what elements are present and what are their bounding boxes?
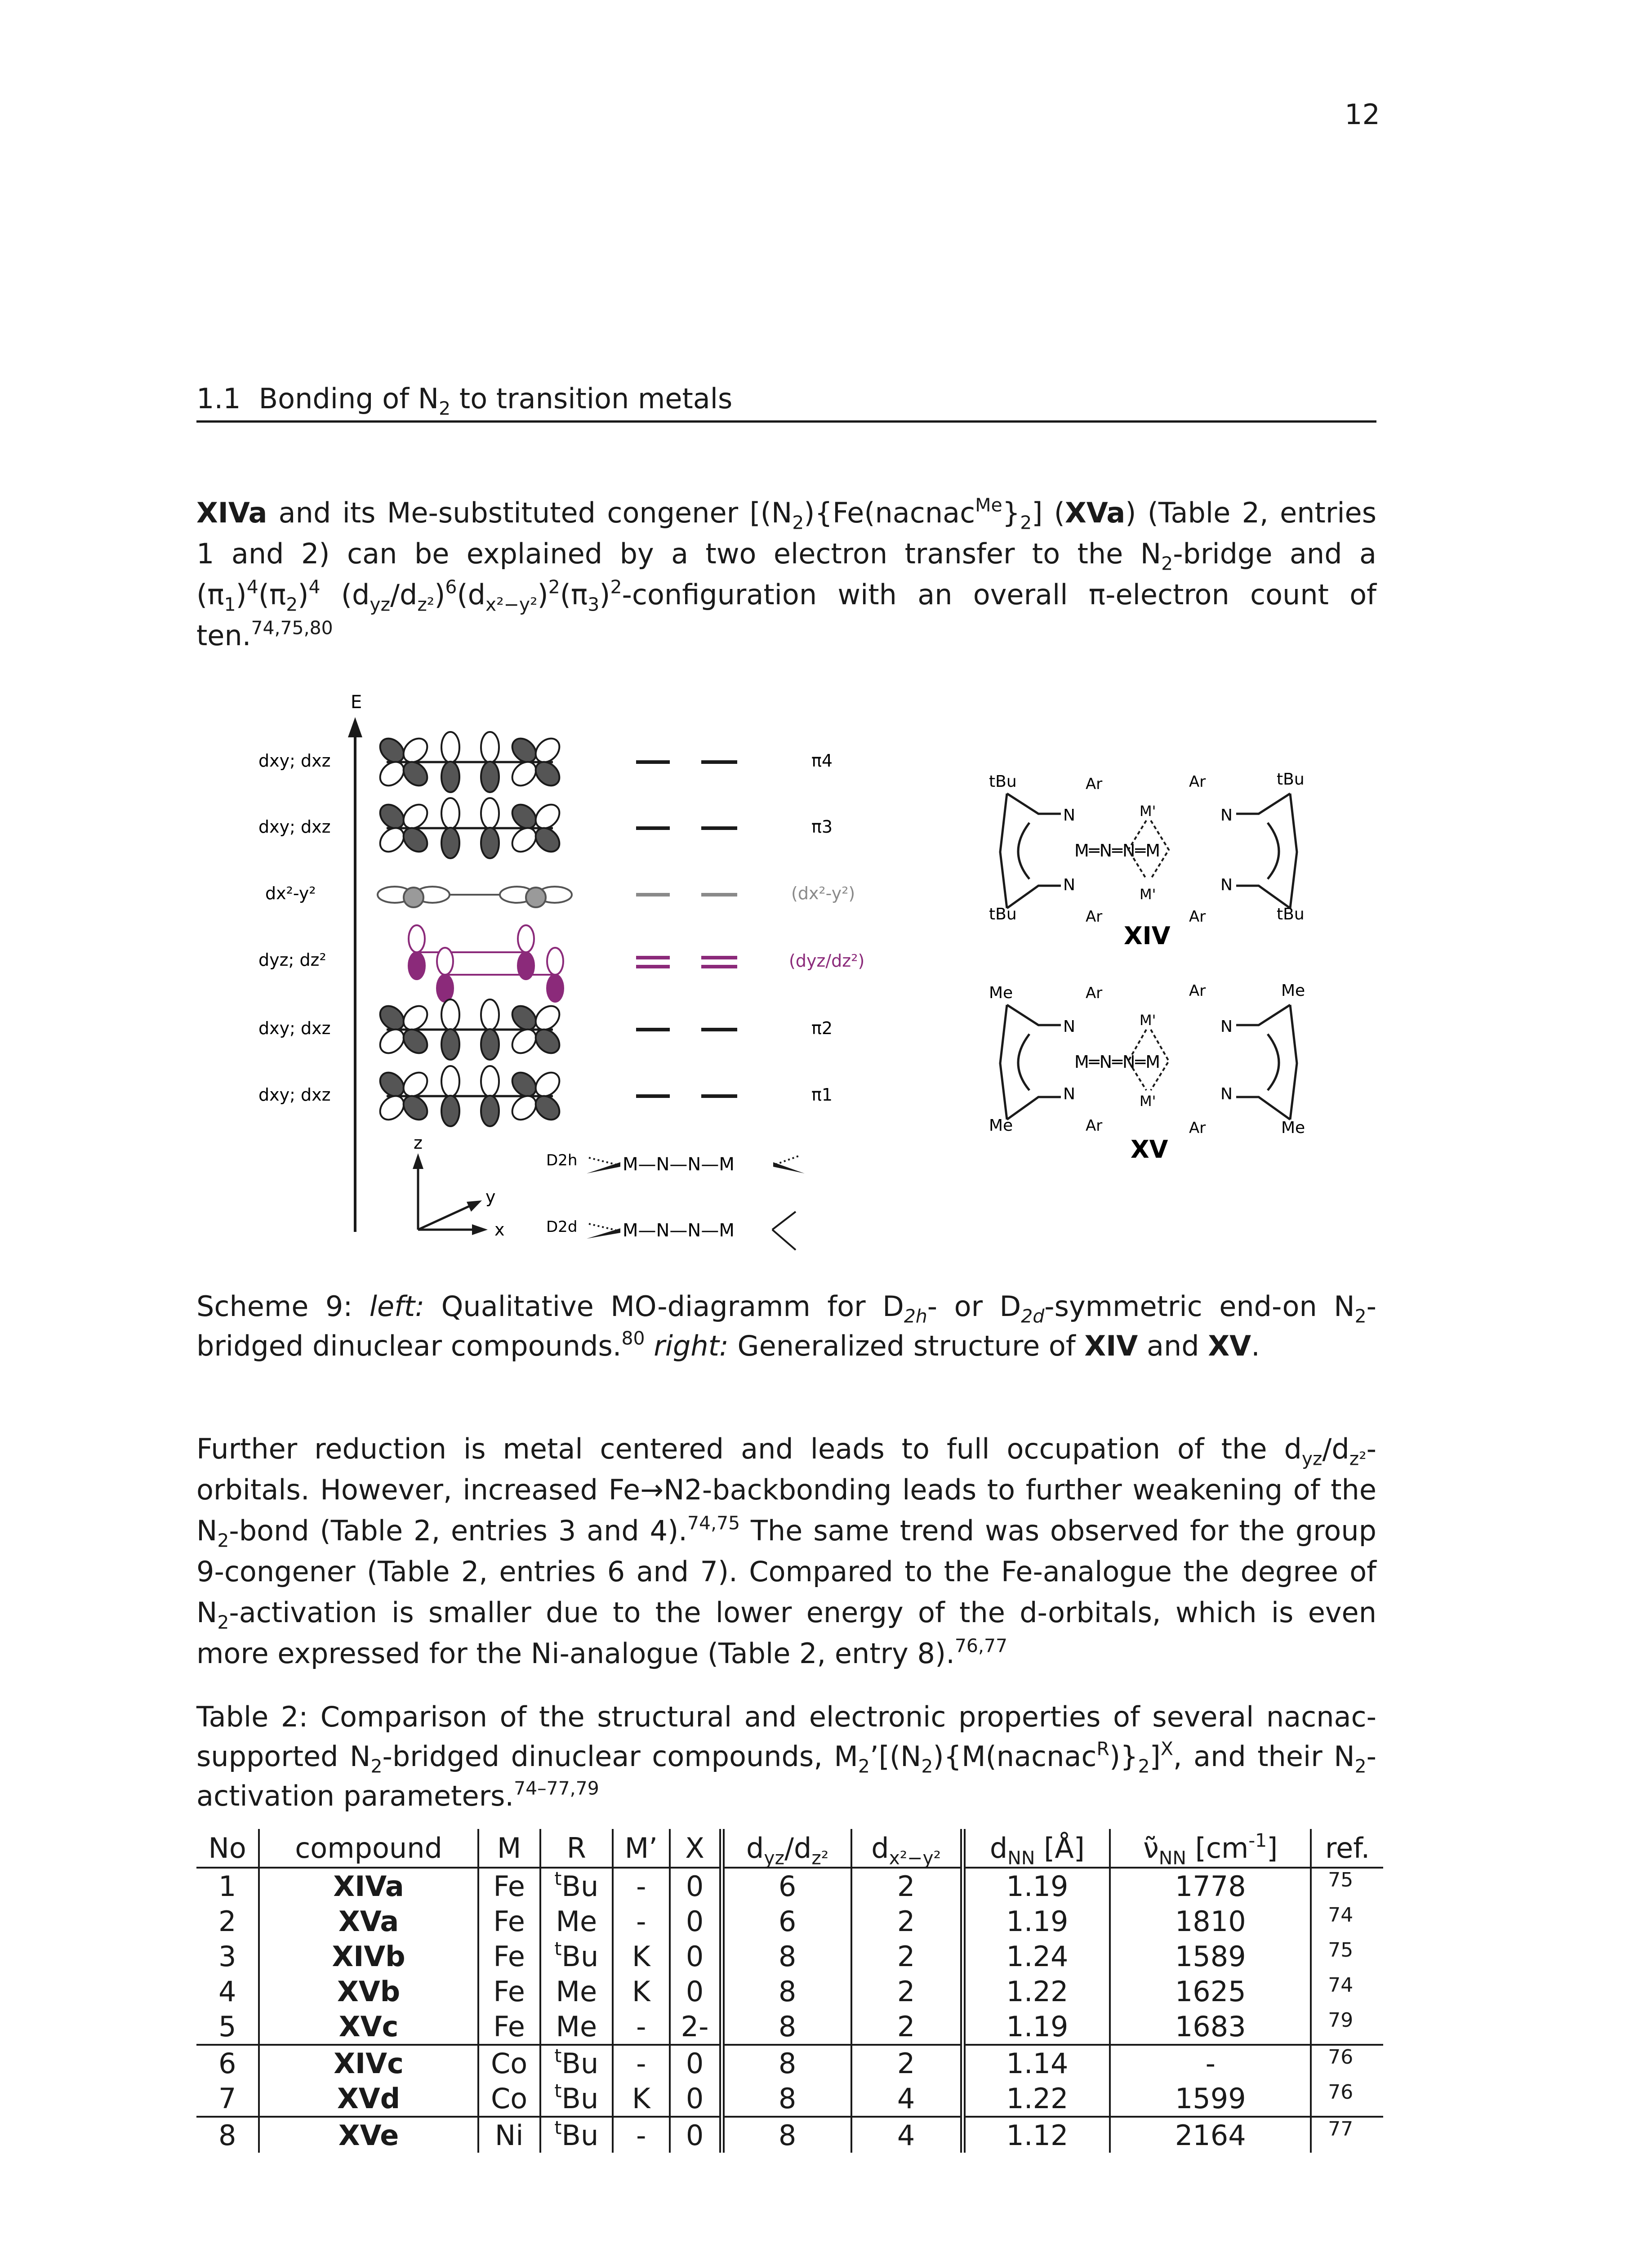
scheme-caption	[196, 1287, 1376, 1366]
energy-axis-arrow	[348, 717, 362, 737]
text-run: /d	[390, 578, 418, 611]
subscript: 2d	[1021, 1305, 1045, 1327]
cell-no: 5	[196, 2009, 259, 2045]
text-run: .	[1251, 1329, 1260, 1362]
cell-dnn: 1.12	[963, 2117, 1110, 2153]
text-run: and	[1138, 1329, 1208, 1362]
col-header-no: No	[196, 1829, 259, 1868]
ar-label: Ar	[1086, 908, 1103, 926]
ar-label: Ar	[1189, 908, 1206, 926]
table-row	[196, 2117, 1383, 2153]
superscript: R	[1096, 1738, 1109, 1760]
level-left-label: dx²-y²	[265, 883, 316, 903]
structure-xv	[989, 981, 1305, 1164]
cell-compound: XIVb	[259, 1939, 478, 1974]
col-header-dnn: $d_{NN}$ [Å]	[963, 1829, 1110, 1868]
table-row	[196, 2009, 1383, 2045]
m-prime-label: M'	[1140, 1012, 1156, 1029]
cell-dx: 2	[851, 2045, 963, 2081]
cell-x: 0	[670, 2117, 722, 2153]
cell-x: 0	[670, 2045, 722, 2081]
table-header-row	[196, 1829, 1383, 1868]
cell-mprime: -	[613, 1868, 669, 1904]
cell-mprime: -	[613, 2009, 669, 2045]
cell-dx: 4	[851, 2081, 963, 2117]
cell-compound: XVa	[259, 1904, 478, 1939]
structure-label: XV	[1131, 1135, 1168, 1164]
cell-compound: XVb	[259, 1974, 478, 2009]
text-run: )	[298, 578, 309, 611]
cell-m: Fe	[478, 2009, 540, 2045]
cell-no: 3	[218, 1940, 236, 1973]
cell-compound: XVe	[259, 2117, 478, 2153]
n-label: N	[1063, 1085, 1075, 1103]
col-header-compound: compound	[259, 1829, 478, 1868]
cell-ref: 75	[1311, 1868, 1383, 1904]
subscript: 2	[792, 512, 804, 534]
cell-nu: 1683	[1110, 2009, 1311, 2045]
col-header-ref: ref.	[1311, 1829, 1383, 1868]
text-run: )}	[1109, 1740, 1138, 1773]
mo-level-pi1	[258, 1066, 833, 1126]
subscript: x²−y²	[485, 593, 538, 616]
cell-dyz: 8	[722, 1974, 851, 2009]
axis-x-label: x	[494, 1220, 505, 1240]
cell-r: Me	[540, 1904, 613, 1939]
cell-dnn: 1.14	[963, 2045, 1110, 2081]
level-left-label: dxy; dxz	[258, 817, 331, 837]
paragraph-2	[196, 1428, 1376, 1674]
ar-label: Ar	[1189, 1119, 1206, 1137]
page-number: 12	[1345, 98, 1380, 131]
level-right-label: (dx²-y²)	[791, 883, 855, 903]
substituent-label: tBu	[1277, 905, 1305, 923]
cell-r: $^t$Bu	[540, 2045, 613, 2081]
text-run: (π	[560, 578, 588, 611]
subscript: 2	[370, 1755, 383, 1777]
text-run: )	[537, 578, 548, 611]
substituent-label: tBu	[1277, 770, 1305, 789]
level-right-label: π4	[811, 751, 833, 771]
cell-dx: 2	[851, 2009, 963, 2045]
cell-dx: 2	[851, 1974, 963, 2009]
scheme-9	[216, 674, 1385, 1259]
running-head	[196, 382, 1376, 423]
cell-m: Fe	[478, 1904, 540, 1939]
level-left-label: dxy; dxz	[258, 751, 331, 771]
cell-dyz: 8	[722, 2081, 851, 2117]
m-prime-label: M'	[1140, 1093, 1156, 1110]
level-right-label: π1	[811, 1085, 833, 1105]
citation: 74,75,80	[251, 617, 333, 639]
text-run	[645, 1329, 654, 1362]
text-run: -activation is smaller due to the lower energy of the d-orbitals, which is even more expressed for the Ni-analogue (Table 2, entry 8).	[196, 1596, 1376, 1670]
cell-m: Ni	[478, 2117, 540, 2153]
table-row	[196, 1904, 1383, 1939]
cell-x: 0	[670, 1868, 722, 1904]
subscript: 2h	[904, 1305, 927, 1327]
cell-m: Fe	[478, 1939, 540, 1974]
text-run: (d	[457, 578, 485, 611]
n-label: N	[1063, 806, 1075, 825]
mo-level-dyz-dz2	[258, 925, 864, 1002]
substituent-label: tBu	[989, 905, 1017, 923]
cell-nu: 1778	[1110, 1868, 1311, 1904]
coordinate-axes	[413, 1133, 505, 1240]
cell-no: 7	[196, 2081, 259, 2117]
text-run: Further reduction is metal centered and leads to full occupation of the d	[196, 1432, 1302, 1465]
section-title-sub: 2	[439, 397, 451, 419]
col-header-dx2-y2: $d_{x^2-y^2}$	[851, 1829, 963, 1868]
subscript: 2	[217, 1530, 229, 1552]
col-header-mprime: M’	[613, 1829, 669, 1868]
compound-ref: XIVa	[196, 496, 267, 529]
cell-ref: 76	[1311, 2081, 1383, 2117]
substituent-label: Me	[989, 1116, 1013, 1135]
text-run: )	[434, 578, 445, 611]
core-label: M═N═N═M	[1074, 1052, 1161, 1072]
substituent-label: Me	[1281, 981, 1305, 1000]
cell-mprime: -	[613, 1904, 669, 1939]
section-title: Bonding of N	[258, 382, 439, 415]
col-header-nu-nn: $\nũ_{NN}$ $[cm^{-1}]$	[1110, 1829, 1311, 1868]
sym-label-d2h: D2h	[546, 1151, 578, 1169]
table-row	[196, 1974, 1383, 2009]
cell-nu: 2164	[1110, 2117, 1311, 2153]
n-label: N	[1220, 876, 1233, 894]
cell-dx: 2	[851, 1904, 963, 1939]
cell-dyz: 8	[722, 2045, 851, 2081]
text-run: (d	[320, 578, 370, 611]
cell-mprime: K	[613, 1974, 669, 2009]
text-run: Generalized structure of	[728, 1329, 1085, 1362]
subscript: 2	[286, 593, 298, 616]
n-label: N	[1063, 876, 1075, 894]
cell-ref: 77	[1311, 2117, 1383, 2153]
text-run: (π	[258, 578, 286, 611]
cell-dx: 4	[851, 2117, 963, 2153]
cell-dnn: 1.22	[963, 1974, 1110, 2009]
text-run: )	[236, 578, 247, 611]
chain-text: M—N—N—M	[623, 1154, 735, 1175]
cell-r: $^t$Bu	[540, 1868, 613, 1904]
col-header-m: M	[478, 1829, 540, 1868]
col-header-x: X	[670, 1829, 722, 1868]
text-run: , and their N	[1173, 1740, 1355, 1773]
level-right-label: π2	[811, 1018, 833, 1038]
cell-compound: XIVc	[259, 2045, 478, 2081]
text-run: right:	[654, 1329, 729, 1362]
axis-z-label: z	[414, 1133, 423, 1153]
text-run: -bridged dinuclear compounds, M	[382, 1740, 858, 1773]
cell-ref: 74	[1311, 1974, 1383, 2009]
cell-dyz: 6	[722, 1904, 851, 1939]
text-run: -activation parameters.	[196, 1740, 1376, 1812]
citation: 76,77	[954, 1635, 1008, 1657]
comparison-table	[196, 1829, 1383, 2153]
cell-r: Me	[540, 1974, 613, 2009]
ar-label: Ar	[1086, 1117, 1103, 1135]
text-run: left:	[369, 1290, 425, 1323]
text-run: Scheme 9:	[196, 1290, 370, 1323]
cell-nu: -	[1110, 2045, 1311, 2081]
cell-ref: 76	[1311, 2045, 1383, 2081]
subscript: 1	[224, 593, 236, 616]
subscript: 2	[1354, 1755, 1367, 1777]
m-prime-label: M'	[1140, 886, 1156, 903]
citation: 74,75	[687, 1512, 740, 1534]
cell-x: 2-	[670, 2009, 722, 2045]
n-label: N	[1063, 1017, 1075, 1036]
sym-label-d2d: D2d	[546, 1218, 578, 1236]
d2h-chain	[546, 1151, 805, 1175]
paragraph-1	[196, 492, 1376, 656]
text-run: Table 2: Comparison of the structural and electronic properties of several nacnac-supported N	[196, 1700, 1376, 1773]
text-run: The same trend was observed for the group 9-congener (Table 2, entries 6 and 7). Compared to the Fe-analogue the degree of N	[196, 1514, 1377, 1629]
level-right-label: (dyz/dz²)	[789, 951, 865, 971]
cell-mprime: K	[613, 2081, 669, 2117]
superscript: 2	[548, 576, 560, 598]
text-run: -bridged dinuclear compounds.	[196, 1290, 1376, 1362]
cell-x: 0	[670, 1939, 722, 1974]
subscript: yz	[1301, 1448, 1322, 1470]
structure-xiv	[989, 770, 1305, 950]
cell-no: 1	[218, 1869, 236, 1903]
cell-r: $^t$Bu	[540, 1939, 613, 1974]
text-run: -bridge and a (π	[196, 537, 1377, 611]
table-row	[196, 1939, 1383, 1974]
text-run: -orbitals. However, increased Fe→N2-backbonding leads to further weakening of the N	[196, 1432, 1376, 1547]
text-run: ]	[1149, 1740, 1161, 1773]
subscript: 2	[217, 1611, 229, 1633]
cell-x: 0	[670, 1904, 722, 1939]
superscript: 4	[308, 576, 321, 598]
core-label: M═N═N═M	[1074, 841, 1161, 861]
subscript: yz	[370, 593, 391, 616]
cell-dyz: 8	[722, 1939, 851, 1974]
cell-nu: 1625	[1110, 1974, 1311, 2009]
cell-dnn: 1.24	[963, 1939, 1110, 1974]
cell-dyz: 8	[722, 2117, 851, 2153]
text-run: ){Fe(nacnac	[804, 496, 975, 529]
m-prime-label: M'	[1140, 803, 1156, 820]
cell-m: Fe	[478, 1868, 540, 1904]
cell-ref: 75	[1311, 1939, 1383, 1974]
axis-y-label: y	[485, 1187, 496, 1207]
substituent-label: Me	[989, 984, 1013, 1002]
text-run: - or D	[927, 1290, 1021, 1323]
cell-r: $^t$Bu	[540, 2117, 613, 2153]
table-row	[196, 1868, 1383, 1904]
cell-x: 0	[670, 2081, 722, 2117]
text-run: /d	[1322, 1432, 1349, 1465]
level-right-label: π3	[811, 817, 833, 837]
cell-r: $^t$Bu	[540, 2081, 613, 2117]
mo-level-pi4	[258, 732, 833, 792]
mo-level-pi3	[258, 798, 833, 858]
ar-label: Ar	[1189, 982, 1206, 1000]
subscript: 2	[1354, 1305, 1367, 1327]
scheme-svg	[216, 674, 1385, 1259]
cell-nu: 1589	[1110, 1939, 1311, 1974]
cell-mprime: -	[613, 2117, 669, 2153]
cell-ref: 74	[1311, 1904, 1383, 1939]
cell-compound: XVc	[259, 2009, 478, 2045]
chain-text: M—N—N—M	[623, 1220, 735, 1241]
cell-no: 4	[218, 1975, 236, 2008]
level-left-label: dyz; dz²	[258, 950, 326, 970]
ar-label: Ar	[1086, 984, 1103, 1002]
superscript: 4	[246, 576, 258, 598]
cell-dnn: 1.22	[963, 2081, 1110, 2117]
text-run: ) (Table 2, entries 1 and 2) can be explained by a two electron transfer to the N	[196, 496, 1376, 570]
cell-ref: 79	[1311, 2009, 1383, 2045]
cell-m: Co	[478, 2081, 540, 2117]
text-run: ’[(N	[869, 1740, 922, 1773]
mo-level-dx2y2	[265, 883, 855, 907]
subscript: 2	[858, 1755, 870, 1777]
cell-compound: XIVa	[259, 1868, 478, 1904]
superscript: 2	[610, 576, 622, 598]
section-title-end: to transition metals	[450, 382, 733, 415]
cell-r: Me	[540, 2009, 613, 2045]
ar-label: Ar	[1086, 775, 1103, 793]
subscript: 2	[1161, 553, 1173, 575]
n-label: N	[1220, 806, 1233, 825]
text-run: ){M(nacnac	[933, 1740, 1097, 1773]
superscript: X	[1160, 1738, 1173, 1760]
table-row	[196, 2045, 1383, 2081]
cell-dx: 2	[851, 1939, 963, 1974]
table-row	[196, 2081, 1383, 2117]
cell-no: 6	[218, 2047, 236, 2080]
cell-no: 2	[218, 1905, 236, 1938]
cell-dnn: 1.19	[963, 2009, 1110, 2045]
section-number: 1.1	[196, 382, 241, 415]
cell-dx: 2	[851, 1868, 963, 1904]
cell-nu: 1599	[1110, 2081, 1311, 2117]
compound-ref: XV	[1208, 1329, 1251, 1362]
subscript: 2	[1138, 1755, 1150, 1777]
substituent-label: tBu	[989, 772, 1017, 791]
citation: 80	[621, 1327, 645, 1349]
d2d-chain	[546, 1212, 796, 1250]
cell-mprime: K	[613, 1939, 669, 1974]
text-run: )	[599, 578, 610, 611]
cell-no: 8	[218, 2119, 236, 2152]
cell-dnn: 1.19	[963, 1868, 1110, 1904]
text-run: Qualitative MO-diagramm for D	[424, 1290, 904, 1323]
n-label: N	[1220, 1085, 1233, 1103]
citation: 74–77,79	[514, 1777, 599, 1799]
cell-dyz: 6	[722, 1868, 851, 1904]
text-run: -configuration with an overall π-electron count of ten.	[196, 578, 1376, 652]
cell-nu: 1810	[1110, 1904, 1311, 1939]
text-run: ] (	[1032, 496, 1065, 529]
ar-label: Ar	[1189, 773, 1206, 791]
col-header-r: R	[540, 1829, 613, 1868]
compound-ref: XVa	[1064, 496, 1126, 529]
subscript: 2	[921, 1755, 933, 1777]
subscript: z²	[417, 593, 435, 616]
cell-x: 0	[670, 1974, 722, 2009]
energy-axis-label: E	[351, 692, 362, 713]
cell-dnn: 1.19	[963, 1904, 1110, 1939]
cell-m: Co	[478, 2045, 540, 2081]
text-run: -symmetric end-on N	[1044, 1290, 1355, 1323]
cell-dyz: 8	[722, 2009, 851, 2045]
cell-mprime: -	[613, 2045, 669, 2081]
level-left-label: dxy; dxz	[258, 1018, 331, 1038]
substituent-label: Me	[1281, 1119, 1305, 1137]
compound-ref: XIV	[1084, 1329, 1138, 1362]
subscript: z²	[1349, 1448, 1367, 1470]
mo-level-pi2	[258, 999, 833, 1060]
col-header-dyz-dz2: $d_{yz}/d_{z^2}$	[722, 1829, 851, 1868]
text-run: -bond (Table 2, entries 3 and 4).	[229, 1514, 688, 1547]
table-caption	[196, 1697, 1376, 1816]
text-run: }	[1002, 496, 1020, 529]
text-run: and its Me-substituted congener [(N	[267, 496, 793, 529]
cell-m: Fe	[478, 1974, 540, 2009]
subscript: 2	[1020, 512, 1032, 534]
cell-compound: XVd	[259, 2081, 478, 2117]
n-label: N	[1220, 1017, 1233, 1036]
superscript: Me	[975, 494, 1002, 516]
level-left-label: dxy; dxz	[258, 1085, 331, 1105]
structure-label: XIV	[1124, 922, 1171, 950]
superscript: 6	[445, 576, 457, 598]
subscript: 3	[588, 593, 600, 616]
